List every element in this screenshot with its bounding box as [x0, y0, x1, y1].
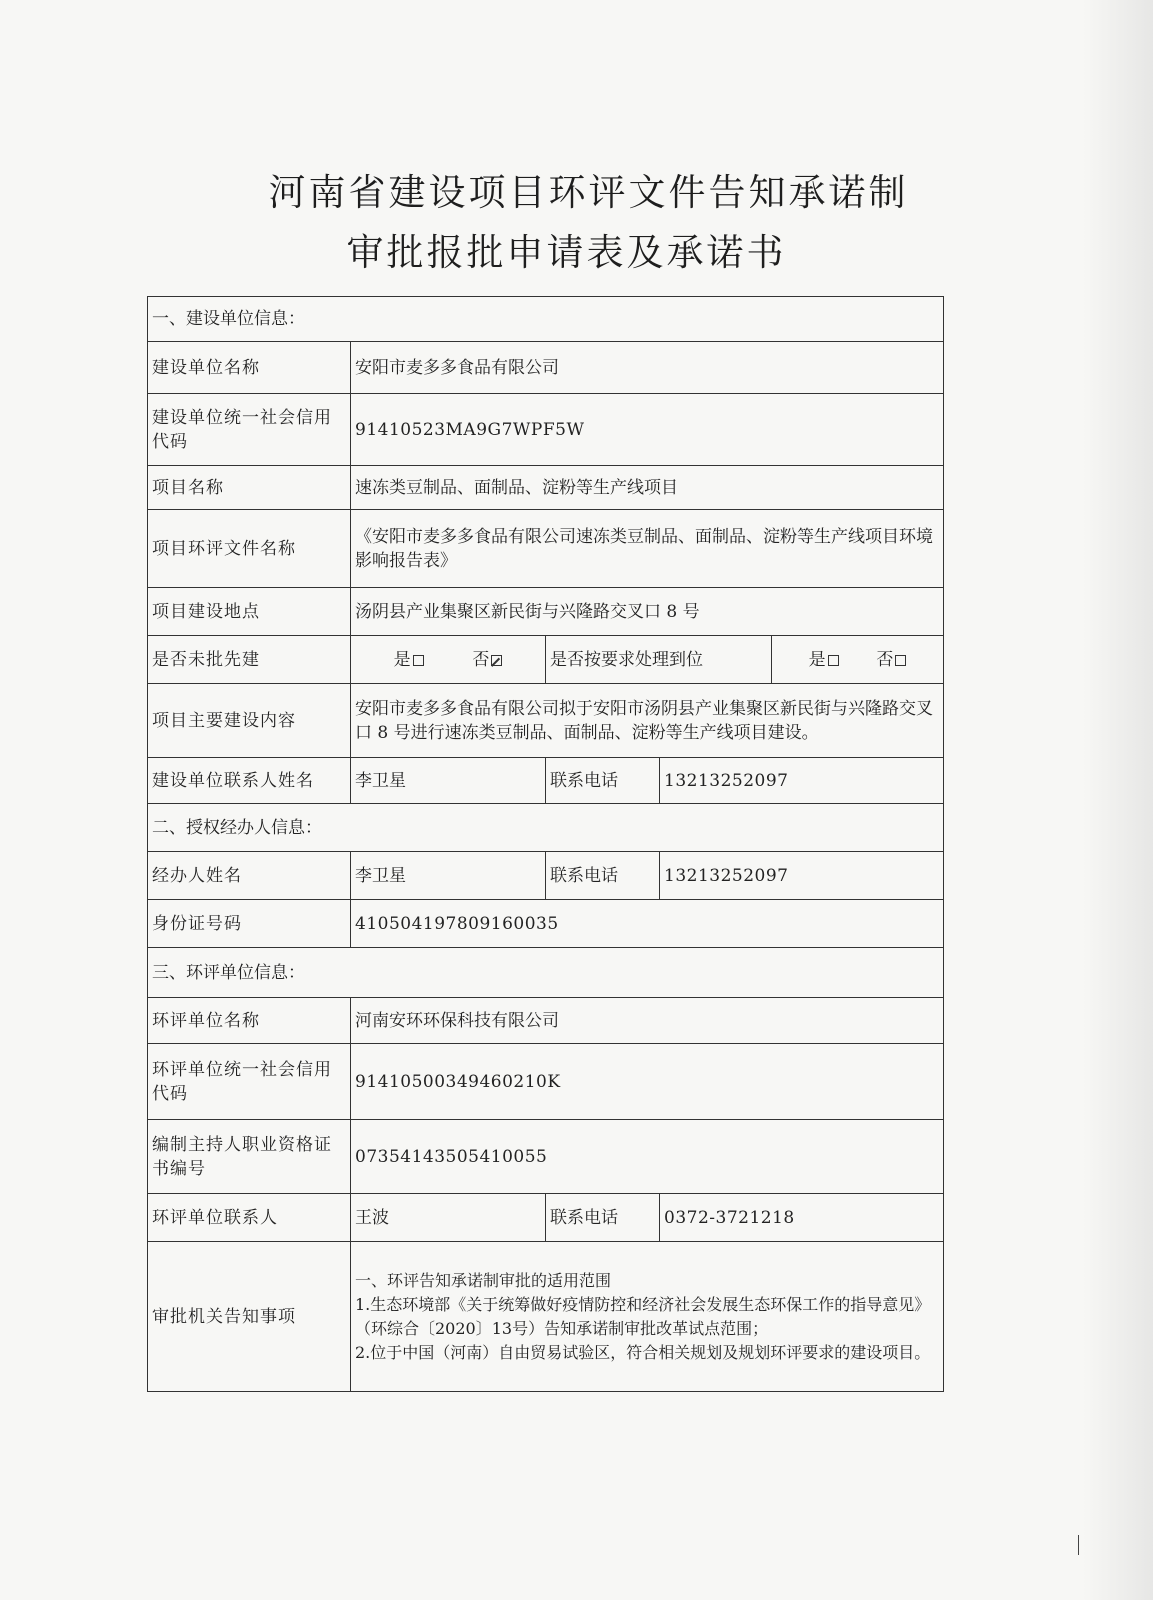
row-credit-code: [148, 394, 944, 466]
section3-heading: 三、环评单位信息：: [148, 948, 944, 998]
row-location: [148, 588, 944, 636]
scan-stray-mark: [1078, 1535, 1079, 1555]
handled-no-checkbox[interactable]: [895, 655, 906, 666]
contact-name: 李卫星: [351, 758, 546, 804]
unapproved-yes-label: 是: [393, 649, 411, 670]
handled-options: [772, 636, 944, 684]
section2-heading-row: [148, 804, 944, 852]
handled-yes-checkbox[interactable]: [828, 655, 839, 666]
document-title-line2: 审批报批申请表及承诺书: [346, 231, 787, 274]
handled-label: 是否按要求处理到位: [546, 636, 772, 684]
contact-label: 建设单位联系人姓名: [148, 758, 351, 804]
application-form-table: [147, 296, 944, 1392]
notice-line1: 一、环评告知承诺制审批的适用范围: [355, 1270, 612, 1290]
eia-unit-name: 河南安环环保科技有限公司: [351, 998, 944, 1044]
notice-label: 审批机关告知事项: [148, 1242, 351, 1392]
contact-phone: 13213252097: [660, 758, 944, 804]
unit-name-label: 建设单位名称: [148, 342, 351, 394]
project-name-label: 项目名称: [148, 466, 351, 510]
row-eia-credit: [148, 1044, 944, 1120]
cert-number: 07354143505410055: [351, 1120, 944, 1194]
eia-contact-label: 环评单位联系人: [148, 1194, 351, 1242]
notice-line3: 2.位于中国（河南）自由贸易试验区，符合相关规划及规划环评要求的建设项目。: [355, 1342, 931, 1362]
content-value: 安阳市麦多多食品有限公司拟于安阳市汤阴县产业集聚区新民街与兴隆路交叉口 8 号进行速冻类豆制品、面制品、淀粉等生产线项目建设。: [351, 684, 944, 758]
row-unit-name: [148, 342, 944, 394]
document-title-line1: 河南省建设项目环评文件告知承诺制: [268, 171, 909, 214]
location-label: 项目建设地点: [148, 588, 351, 636]
agent-phone: 13213252097: [660, 852, 944, 900]
row-eia-unit: [148, 998, 944, 1044]
credit-code-value: 91410523MA9G7WPF5W: [351, 394, 944, 466]
eia-credit-label: 环评单位统一社会信用代码: [148, 1044, 351, 1120]
handled-yes-label: 是: [808, 649, 826, 670]
eia-doc-value: 《安阳市麦多多食品有限公司速冻类豆制品、面制品、淀粉等生产线项目环境影响报告表》: [351, 510, 944, 588]
unapproved-no-label: 否: [472, 649, 490, 670]
cert-label: 编制主持人职业资格证书编号: [148, 1120, 351, 1194]
section1-heading: 一、建设单位信息：: [148, 297, 944, 342]
agent-name: 李卫星: [351, 852, 546, 900]
notice-content: [351, 1242, 944, 1392]
eia-contact-name: 王波: [351, 1194, 546, 1242]
unapproved-options: [351, 636, 546, 684]
row-cert: [148, 1120, 944, 1194]
agent-phone-label: 联系电话: [546, 852, 660, 900]
eia-phone: 0372-3721218: [660, 1194, 944, 1242]
contact-phone-label: 联系电话: [546, 758, 660, 804]
unit-name-value: 安阳市麦多多食品有限公司: [351, 342, 944, 394]
row-contact: [148, 758, 944, 804]
id-number: 410504197809160035: [351, 900, 944, 948]
row-notice: [148, 1242, 944, 1392]
location-value: 汤阴县产业集聚区新民街与兴隆路交叉口 8 号: [351, 588, 944, 636]
content-label: 项目主要建设内容: [148, 684, 351, 758]
agent-label: 经办人姓名: [148, 852, 351, 900]
handled-no-label: 否: [876, 649, 894, 670]
section3-heading-row: [148, 948, 944, 998]
unapproved-no-checkbox[interactable]: [491, 655, 502, 666]
id-label: 身份证号码: [148, 900, 351, 948]
row-eia-contact: [148, 1194, 944, 1242]
eia-doc-label: 项目环评文件名称: [148, 510, 351, 588]
row-content: [148, 684, 944, 758]
row-eia-doc: [148, 510, 944, 588]
row-unapproved: [148, 636, 944, 684]
row-id: [148, 900, 944, 948]
notice-line2: 1.生态环境部《关于统筹做好疫情防控和经济社会发展生态环保工作的指导意见》（环综合〔2020〕13号）告知承诺制审批改革试点范围；: [355, 1294, 931, 1338]
eia-credit-code: 91410500349460210K: [351, 1044, 944, 1120]
credit-code-label: 建设单位统一社会信用代码: [148, 394, 351, 466]
eia-unit-label: 环评单位名称: [148, 998, 351, 1044]
section1-heading-row: [148, 297, 944, 342]
unapproved-yes-checkbox[interactable]: [413, 655, 424, 666]
row-project-name: [148, 466, 944, 510]
section2-heading: 二、授权经办人信息：: [148, 804, 944, 852]
row-agent: [148, 852, 944, 900]
project-name-value: 速冻类豆制品、面制品、淀粉等生产线项目: [351, 466, 944, 510]
unapproved-label: 是否未批先建: [148, 636, 351, 684]
eia-phone-label: 联系电话: [546, 1194, 660, 1242]
